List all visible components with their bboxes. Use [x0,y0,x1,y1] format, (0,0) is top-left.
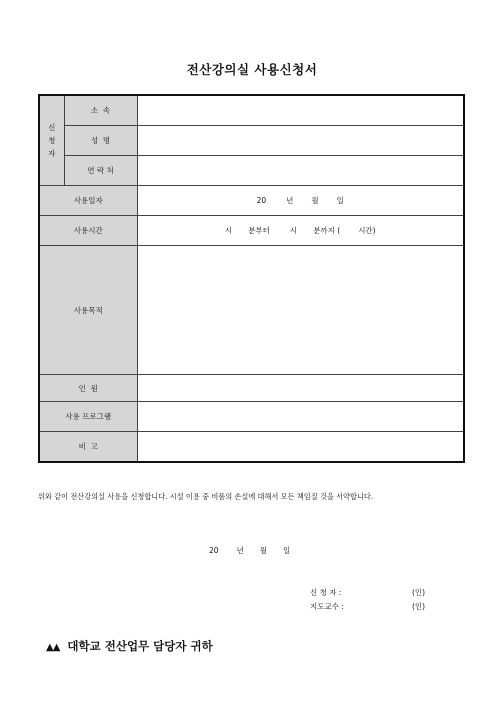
applicant-seal: (인) [412,588,426,597]
signing-date-month: 월 [259,546,268,555]
signing-date-day: 일 [283,546,291,555]
signing-date [209,545,290,556]
contact-label: 연 락 처 [64,155,137,185]
program-label: 사용 프로그램 [39,402,137,432]
use-time-minute-to: 분까지 ( [313,226,341,236]
use-date-day: 일 [336,196,344,206]
signing-date-prefix: 20 [209,546,219,555]
affiliation-label: 소 속 [64,95,137,125]
use-time-hour-from: 시 [224,226,233,236]
applicant-signature-label: 신 청 자 : [310,588,342,597]
advisor-signature-label: 지도교수 : [310,602,344,611]
purpose-field[interactable] [137,246,464,375]
statement-text: 위와 같이 전산강의실 사용을 신청합니다. 시설 이용 중 비품의 손실에 대해서 모든 책임질 것을 서약합니다. [38,492,374,501]
footer-addressee [46,638,213,654]
use-date-month: 월 [311,196,319,206]
affiliation-field[interactable] [137,95,464,125]
use-time-label: 사용시간 [39,216,137,246]
purpose-label: 사용목적 [39,246,137,375]
headcount-label: 인 원 [39,374,137,401]
program-field[interactable] [137,402,464,432]
use-date-year: 년 [286,196,294,206]
applicant-group-label: 신 청 자 [48,122,56,158]
remarks-label: 비 고 [39,432,137,462]
use-time-total: 시간) [358,226,376,236]
signature-labels [310,586,344,614]
triangle-marker-icon: ▲▲ [46,642,60,653]
use-date-prefix: 20 [256,196,267,206]
advisor-seal: (인) [412,602,426,611]
signature-seals [412,586,425,614]
footer-text: 대학교 전산업무 담당자 귀하 [67,639,213,653]
contact-field[interactable] [137,155,464,185]
signing-date-year: 년 [236,546,244,555]
use-time-field[interactable] [137,216,464,246]
applicant-group-cell [39,95,64,185]
headcount-field[interactable] [137,374,464,401]
use-date-label: 사용일자 [39,185,137,215]
use-date-field[interactable] [137,185,464,215]
name-label: 성 명 [64,125,137,155]
use-time-hour-to: 시 [289,226,298,236]
name-field[interactable] [137,125,464,155]
use-time-minute-from: 분부터 [248,226,270,236]
application-form-table [38,94,465,463]
remarks-field[interactable] [137,432,464,462]
page-title: 전산강의실 사용신청서 [186,62,318,77]
